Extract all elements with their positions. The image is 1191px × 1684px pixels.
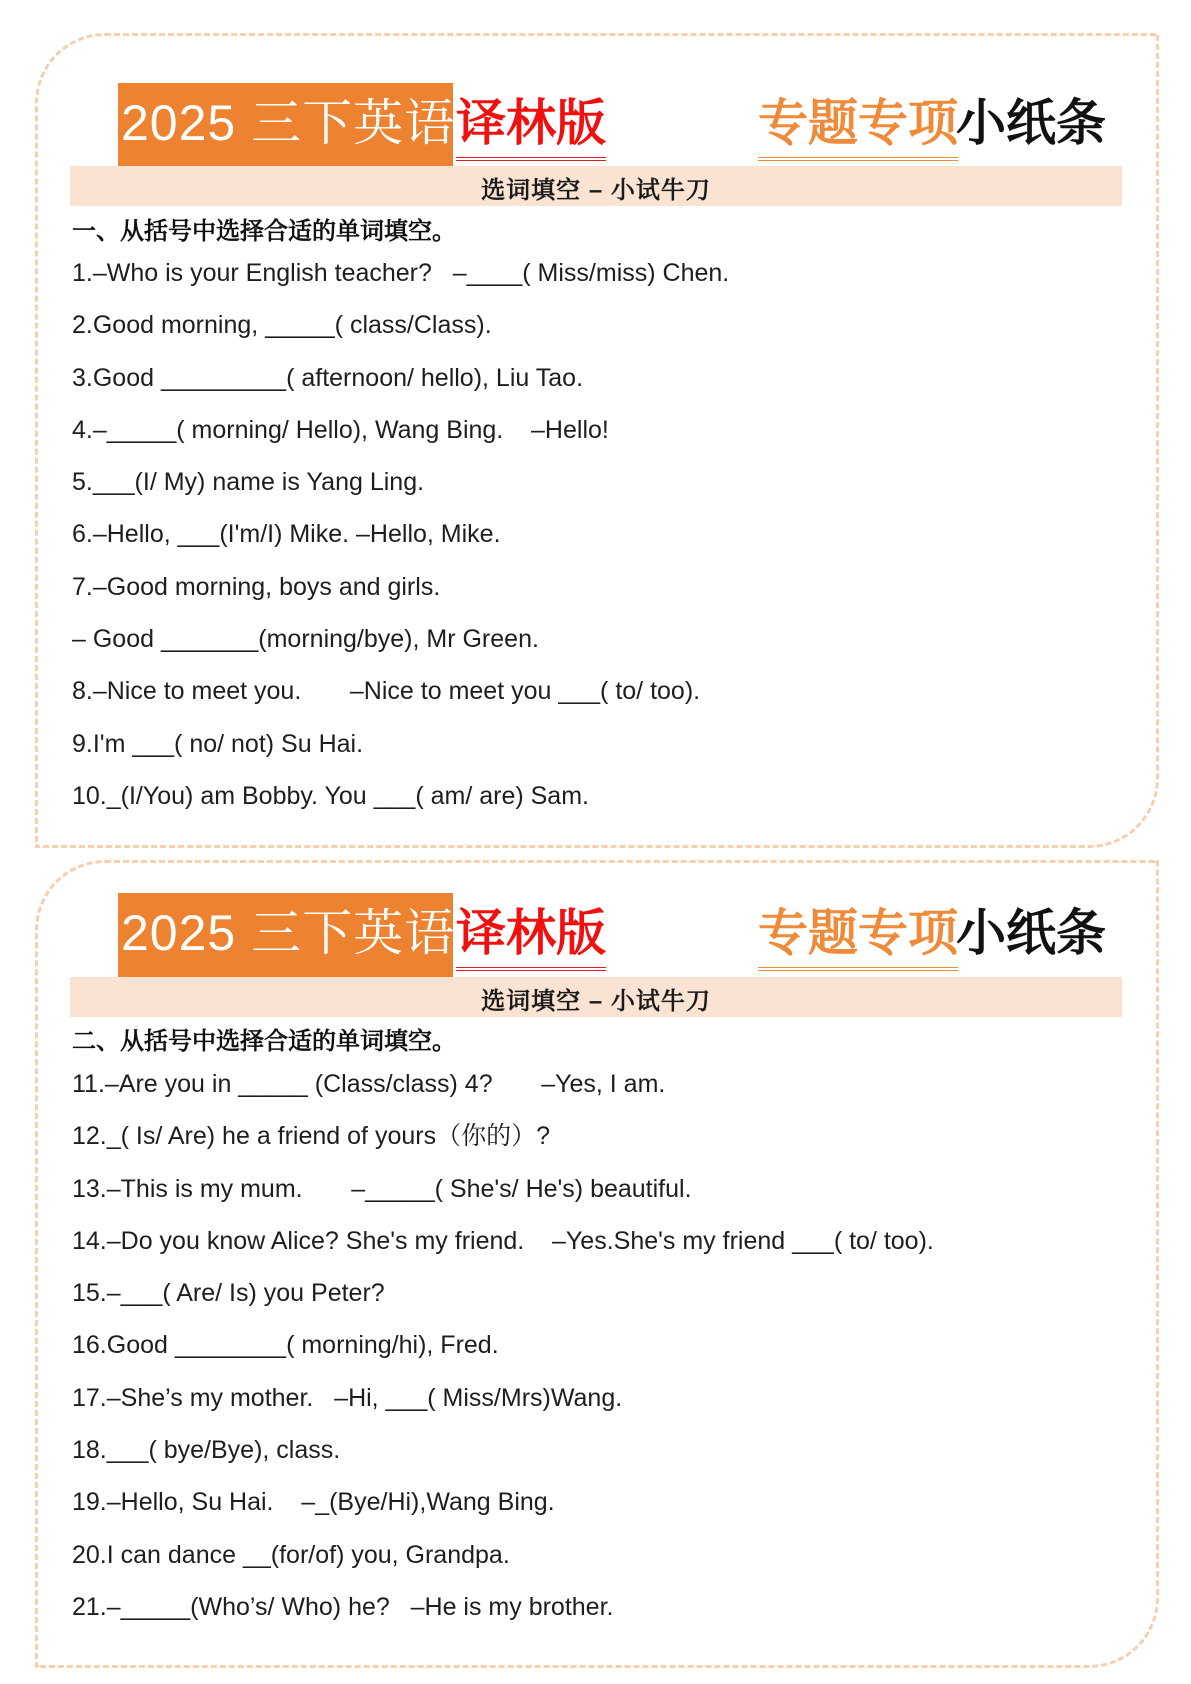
question-item: 13.–This is my mum. –_____( She's/ He's) beautiful. <box>72 1174 692 1203</box>
question-item: 17.–She’s my mother. –Hi, ___( Miss/Mrs)Wang. <box>72 1383 623 1412</box>
question-item: 18.___( bye/Bye), class. <box>72 1436 341 1465</box>
subtitle-text: 选词填空 – 小试牛刀 <box>481 988 711 1015</box>
question-item: 1.–Who is your English teacher? –____( Miss/miss) Chen. <box>72 259 730 287</box>
question-item: 2.Good morning, _____( class/Class). <box>72 311 492 340</box>
question-item: 20.I can dance __(for/of) you, Grandpa. <box>72 1540 510 1569</box>
question-item: 16.Good ________( morning/hi), Fred. <box>72 1331 499 1360</box>
question-item: 21.–_____(Who’s/ Who) he? –He is my brother. <box>72 1592 614 1621</box>
question-item: 8.–Nice to meet you. –Nice to meet you ___( to/ too). <box>72 677 701 706</box>
question-list <box>72 258 729 833</box>
question-item: 12._( Is/ Are) he a friend of yours（你的）? <box>72 1122 550 1151</box>
title-edition: 译林版 <box>456 901 606 971</box>
section-heading: 一、从括号中选择合适的单词填空。 <box>72 218 456 245</box>
title-suffix: 小纸条 <box>956 905 1106 961</box>
subtitle-text: 选词填空 – 小试牛刀 <box>481 177 711 204</box>
question-item: 7.–Good morning, boys and girls. <box>72 572 441 601</box>
question-list <box>72 1069 934 1644</box>
question-item: 11.–Are you in _____ (Class/class) 4? –Yes, I am. <box>72 1070 666 1098</box>
question-item: 4.–_____( morning/ Hello), Wang Bing. –Hello! <box>72 415 609 444</box>
card-title <box>118 83 1118 167</box>
section-heading: 二、从括号中选择合适的单词填空。 <box>72 1028 456 1055</box>
question-item: 3.Good _________( afternoon/ hello), Liu Tao. <box>72 363 584 392</box>
card-title <box>118 893 1118 977</box>
question-item: – Good _______(morning/bye), Mr Green. <box>72 625 539 654</box>
subtitle-bar <box>70 166 1122 206</box>
title-prefix: 2025 三下英语 <box>121 905 456 961</box>
worksheet-card-2 <box>35 860 1159 1668</box>
question-item: 10._(I/You) am Bobby. You ___( am/ are) Sam. <box>72 781 589 810</box>
question-item: 19.–Hello, Su Hai. –_(Bye/Hi),Wang Bing. <box>72 1488 555 1517</box>
title-topic: 专题专项 <box>758 91 958 161</box>
subtitle-bar <box>70 977 1122 1017</box>
question-item: 14.–Do you know Alice? She's my friend. –Yes.She's my friend ___( to/ too). <box>72 1226 934 1255</box>
title-prefix: 2025 三下英语 <box>121 95 456 151</box>
title-suffix: 小纸条 <box>956 95 1106 151</box>
title-edition: 译林版 <box>456 91 606 161</box>
question-item: 6.–Hello, ___(I'm/I) Mike. –Hello, Mike. <box>72 520 501 549</box>
worksheet-card-1 <box>35 33 1159 848</box>
question-item: 5.___(I/ My) name is Yang Ling. <box>72 468 425 497</box>
title-topic: 专题专项 <box>758 901 958 971</box>
question-item: 9.I'm ___( no/ not) Su Hai. <box>72 729 364 758</box>
question-item: 15.–___( Are/ Is) you Peter? <box>72 1279 385 1308</box>
